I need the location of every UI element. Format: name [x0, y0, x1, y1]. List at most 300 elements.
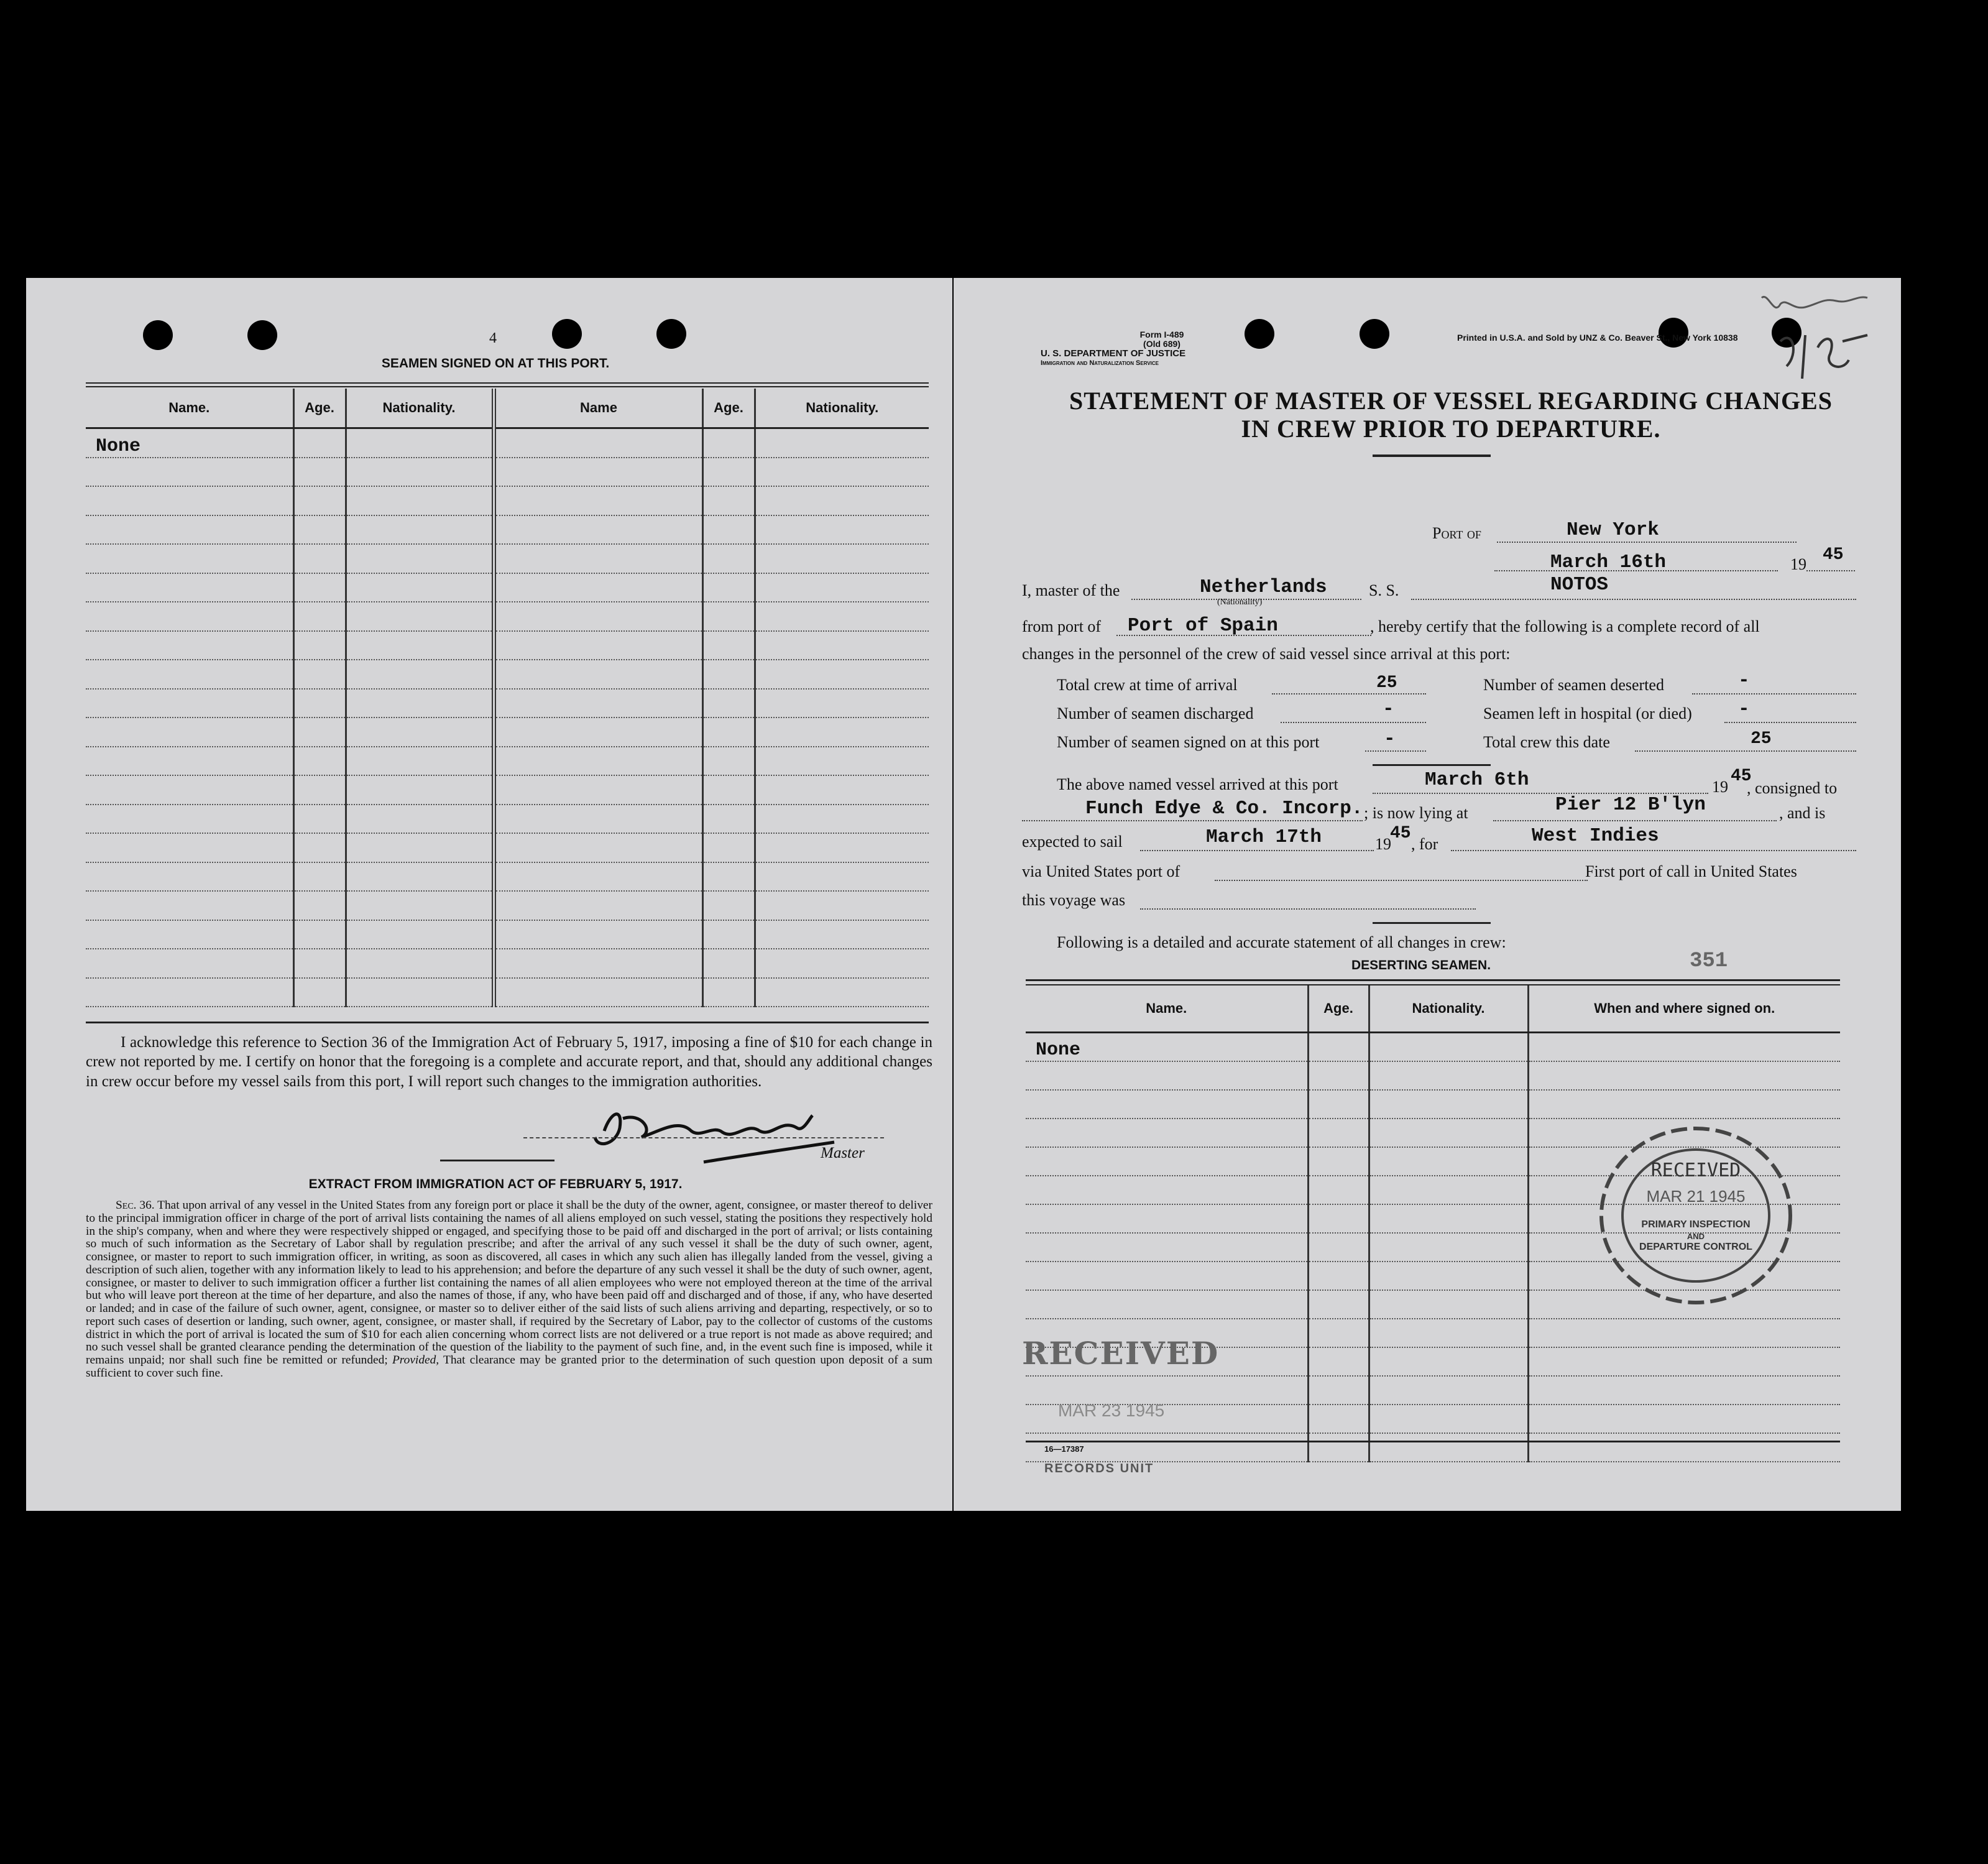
table-cell: [755, 920, 929, 949]
extract-section: Sec. 36.: [116, 1199, 155, 1212]
table-cell: [494, 631, 702, 660]
table-cell: [86, 689, 293, 718]
arrived-year: 45: [1731, 767, 1752, 786]
extract-title: EXTRACT FROM IMMIGRATION ACT OF FEBRUARY 5, 1917.: [308, 1177, 683, 1191]
rule: [86, 382, 929, 384]
table-cell: [1026, 1176, 1308, 1204]
year-value: 45: [1823, 545, 1844, 565]
table-cell: [346, 920, 494, 949]
table-cell: [293, 862, 346, 892]
table-row: [1026, 1061, 1840, 1090]
total-crew-date-label: Total crew this date: [1483, 733, 1610, 751]
total-crew-arrival-label: Total crew at time of arrival: [1057, 676, 1238, 694]
table-cell: [702, 920, 755, 949]
table-cell: [755, 631, 929, 660]
rule: [1373, 922, 1491, 924]
table-cell: [702, 689, 755, 718]
table-row: [86, 544, 929, 573]
fill-line: [1272, 692, 1426, 694]
arrived-year-prefix: 19: [1712, 778, 1728, 796]
table-cell: [293, 602, 346, 631]
table-cell: [1369, 1347, 1528, 1376]
table-cell: [293, 920, 346, 949]
hospital-label: Seamen left in hospital (or died): [1483, 704, 1692, 722]
table-cell: [494, 544, 702, 573]
rule: [86, 386, 929, 387]
table-cell: [1308, 1061, 1369, 1090]
form-header: [1103, 330, 1221, 348]
fill-line: [1140, 907, 1476, 910]
table-cell: [1528, 1347, 1840, 1376]
round-inspection-stamp: [1596, 1122, 1795, 1309]
table-row: [86, 428, 929, 458]
table-cell: [293, 978, 346, 1007]
total-crew-arrival: 25: [1376, 673, 1397, 693]
voyage-label: this voyage was: [1022, 891, 1126, 909]
table-cell: [86, 515, 293, 545]
for-value: West Indies: [1532, 825, 1659, 847]
table-cell: [346, 717, 494, 747]
table-row: [86, 805, 929, 834]
deserted-value: -: [1738, 670, 1750, 691]
table-row: [86, 775, 929, 805]
and-is-label: , and is: [1779, 804, 1826, 822]
table-cell: [755, 458, 929, 487]
stamp-line-1: RECEIVED: [1650, 1160, 1741, 1181]
table-cell: [293, 689, 346, 718]
table-cell: [86, 920, 293, 949]
stamp-line-4: AND: [1687, 1232, 1705, 1241]
table-cell: [1308, 1405, 1369, 1433]
printer-line: Printed in U.S.A. and Sold by UNZ & Co. Beaver St., New York 10838: [1457, 333, 1738, 343]
col-nationality: Nationality.: [1369, 985, 1528, 1033]
table-cell: [346, 775, 494, 805]
punch-hole: [247, 320, 277, 350]
table-cell: [1528, 1319, 1840, 1347]
table-cell: [755, 660, 929, 689]
table-cell: [702, 949, 755, 978]
fill-line: [1635, 749, 1856, 752]
table-cell: [1369, 1262, 1528, 1290]
table-row: [1026, 1433, 1840, 1462]
table-cell: [755, 775, 929, 805]
first-entry: None: [1026, 1033, 1308, 1062]
hospital-value: -: [1738, 698, 1750, 720]
table-cell: [293, 631, 346, 660]
fill-line: [1365, 749, 1426, 752]
table-row: [86, 717, 929, 747]
table-cell: [293, 717, 346, 747]
table-cell: [346, 949, 494, 978]
master-label: I, master of the: [1022, 581, 1120, 599]
nationality-caption: (Nationality): [1217, 597, 1263, 607]
table-cell: [293, 573, 346, 602]
table-row: [86, 833, 929, 862]
table-cell: [293, 833, 346, 862]
col-age: Age.: [1308, 985, 1369, 1033]
table-cell: [1528, 1433, 1840, 1462]
table-cell: [494, 458, 702, 487]
table-cell: [1369, 1033, 1528, 1062]
fill-line: [1411, 597, 1856, 600]
consignee: Funch Edye & Co. Incorp.: [1085, 798, 1363, 819]
table-row: [86, 573, 929, 602]
table-cell: [1528, 1376, 1840, 1405]
table-cell: [346, 833, 494, 862]
fill-line: [1281, 721, 1426, 723]
table-row: [86, 949, 929, 978]
table-header-row: [86, 389, 929, 428]
rule: [1373, 454, 1491, 457]
table-cell: [346, 891, 494, 920]
signed-on-value: -: [1384, 728, 1396, 750]
table-cell: [1308, 1176, 1369, 1204]
certify-text-2: changes in the personnel of the crew of said vessel since arrival at this port:: [1022, 645, 1511, 663]
table-cell: [1026, 1147, 1308, 1176]
table-cell: [293, 544, 346, 573]
acknowledgement-text: I acknowledge this reference to Section 36 of the Immigration Act of February 5, 1917, imposing a fine of $10 for each change in crew not reported by me. I certify on honor that the foregoing is a complete and accurate report, and that, should any additional changes in crew occur before my vessel sails from this port, I will report such changes to the immigration authorities.: [86, 1034, 932, 1090]
table-cell: [1528, 1090, 1840, 1119]
table-cell: [346, 805, 494, 834]
table-cell: [293, 660, 346, 689]
title-line-2: IN CREW PRIOR TO DEPARTURE.: [1241, 414, 1661, 443]
table-cell: [755, 805, 929, 834]
punch-hole: [143, 320, 173, 350]
table-cell: [346, 458, 494, 487]
col-age-2: Age.: [702, 389, 755, 428]
table-cell: [494, 428, 702, 458]
table-cell: [755, 602, 929, 631]
table-row: [86, 631, 929, 660]
table-cell: [86, 458, 293, 487]
form-number: Form I-489: [1139, 330, 1184, 339]
table-cell: [1369, 1433, 1528, 1462]
year-prefix: 19: [1790, 555, 1806, 573]
table-cell: [494, 891, 702, 920]
col-name-2: Name: [494, 389, 702, 428]
table-cell: [86, 486, 293, 515]
table-cell: [293, 747, 346, 776]
table-row: [86, 689, 929, 718]
table-cell: [1026, 1262, 1308, 1290]
from-port-value: Port of Spain: [1128, 615, 1278, 637]
rule: [1026, 1441, 1840, 1442]
certify-text-1: , hereby certify that the following is a complete record of all: [1370, 617, 1760, 635]
table-cell: [346, 573, 494, 602]
table-cell: [346, 486, 494, 515]
table-cell: [86, 978, 293, 1007]
table-cell: [755, 949, 929, 978]
table-cell: [1308, 1319, 1369, 1347]
table-cell: [755, 862, 929, 892]
table-cell: [1026, 1119, 1308, 1147]
table-cell: [1308, 1090, 1369, 1119]
table-cell: [293, 891, 346, 920]
table-cell: [86, 747, 293, 776]
table-cell: [702, 747, 755, 776]
rule: [86, 1022, 929, 1023]
punch-hole: [552, 319, 582, 349]
table-cell: [1528, 1033, 1840, 1062]
table-cell: [86, 660, 293, 689]
table-cell: [86, 602, 293, 631]
fill-line: [1692, 692, 1856, 694]
table-cell: [755, 891, 929, 920]
table-cell: [1308, 1147, 1369, 1176]
table-cell: [86, 833, 293, 862]
table-cell: [293, 775, 346, 805]
table-cell: [494, 775, 702, 805]
table-cell: [702, 573, 755, 602]
punch-hole: [1360, 319, 1389, 349]
col-nationality: Nationality.: [346, 389, 494, 428]
table-cell: [293, 458, 346, 487]
table-cell: [346, 428, 494, 458]
first-port-label: First port of call in United States: [1585, 862, 1797, 880]
date-value: March 16th: [1550, 551, 1667, 573]
for-label: , for: [1411, 835, 1438, 853]
table-row: [1026, 1090, 1840, 1119]
table-cell: [346, 978, 494, 1007]
port-label: Port of: [1432, 524, 1481, 542]
table-row: [86, 660, 929, 689]
form-title: [1022, 387, 1880, 443]
page-number: 4: [489, 330, 497, 346]
form-old: (Old 689): [1143, 338, 1180, 349]
table-cell: [1308, 1262, 1369, 1290]
nationality-value: Netherlands: [1200, 576, 1327, 598]
table-cell: [1369, 1176, 1528, 1204]
discharged-label: Number of seamen discharged: [1057, 704, 1254, 722]
table-cell: [755, 833, 929, 862]
first-entry: None: [86, 428, 293, 458]
department-block: [1041, 349, 1277, 367]
table-cell: [702, 631, 755, 660]
deserting-title: DESERTING SEAMEN.: [1351, 958, 1491, 972]
table-cell: [755, 689, 929, 718]
signature-label: Master: [821, 1145, 865, 1161]
table-cell: [494, 660, 702, 689]
table-cell: [1369, 1233, 1528, 1262]
fill-line: [1215, 879, 1588, 881]
signed-on-table: [86, 389, 929, 1007]
table-cell: [86, 862, 293, 892]
deserted-label: Number of seamen deserted: [1483, 676, 1664, 694]
table-row: [86, 486, 929, 515]
table-cell: [1308, 1290, 1369, 1319]
extract-provided: Provided,: [392, 1354, 439, 1367]
table-header-row: [1026, 985, 1840, 1033]
table-cell: [702, 891, 755, 920]
fill-line: [1806, 569, 1855, 571]
table-cell: [346, 631, 494, 660]
title-line-1: STATEMENT OF MASTER OF VESSEL REGARDING CHANGES: [1069, 387, 1833, 415]
from-port-label: from port of: [1022, 617, 1102, 635]
table-cell: [346, 660, 494, 689]
table-row: [86, 515, 929, 545]
table-cell: [702, 544, 755, 573]
records-unit-stamp: RECORDS UNIT: [1044, 1462, 1154, 1475]
table-cell: [755, 978, 929, 1007]
table-cell: [702, 717, 755, 747]
table-cell: [702, 428, 755, 458]
ship-name: NOTOS: [1550, 574, 1609, 596]
table-cell: [293, 515, 346, 545]
expected-year-prefix: 19: [1375, 835, 1391, 853]
service: Immigration and Naturalization Service: [1041, 359, 1159, 367]
table-cell: [494, 602, 702, 631]
via-label: via United States port of: [1022, 862, 1180, 880]
table-cell: [1308, 1433, 1369, 1462]
table-cell: [1308, 1376, 1369, 1405]
table-cell: [1369, 1405, 1528, 1433]
table-cell: [1026, 1090, 1308, 1119]
following-text: Following is a detailed and accurate statement of all changes in crew:: [1057, 933, 1506, 951]
table-row: [86, 747, 929, 776]
table-cell: [494, 978, 702, 1007]
table-cell: [494, 486, 702, 515]
table-cell: [755, 747, 929, 776]
signature-line: [523, 1137, 884, 1138]
consigned-label: , consigned to: [1747, 779, 1838, 797]
fill-line: [1493, 819, 1777, 821]
table-cell: [494, 920, 702, 949]
expected-label: expected to sail: [1022, 833, 1123, 851]
table-cell: [1369, 1319, 1528, 1347]
table-cell: [702, 833, 755, 862]
rule: [440, 1160, 555, 1161]
table-cell: [1528, 1405, 1840, 1433]
faint-number: 351: [1690, 949, 1728, 973]
table-cell: [494, 717, 702, 747]
discharged-value: -: [1383, 698, 1394, 720]
table-cell: [1026, 1204, 1308, 1233]
table-cell: [702, 602, 755, 631]
total-crew-date: 25: [1751, 729, 1772, 749]
table-cell: [494, 573, 702, 602]
table-cell: [755, 544, 929, 573]
fill-line: [1724, 721, 1856, 723]
table-cell: [1369, 1061, 1528, 1090]
table-cell: [1308, 1204, 1369, 1233]
left-page: [26, 278, 952, 1511]
table-cell: [494, 515, 702, 545]
right-page: [954, 278, 1901, 1511]
fill-line: [1140, 849, 1374, 851]
table-cell: [86, 775, 293, 805]
table-cell: [1026, 1061, 1308, 1090]
table-cell: [702, 978, 755, 1007]
master-signature: [536, 1094, 859, 1168]
table-cell: [494, 833, 702, 862]
table-cell: [755, 486, 929, 515]
table-cell: [1369, 1090, 1528, 1119]
table-cell: [494, 862, 702, 892]
table-cell: [293, 805, 346, 834]
table-cell: [755, 515, 929, 545]
lying-label: ; is now lying at: [1364, 804, 1468, 822]
table-cell: [702, 805, 755, 834]
table-cell: [1026, 1290, 1308, 1319]
table-cell: [1026, 1233, 1308, 1262]
table-cell: [86, 544, 293, 573]
extract-end: That clearance may be granted prior to the determination of such question upon deposit of a sum sufficient to cover such fine.: [86, 1354, 932, 1380]
section-title: SEAMEN SIGNED ON AT THIS PORT.: [381, 356, 610, 371]
table-cell: [494, 805, 702, 834]
department: U. S. DEPARTMENT OF JUSTICE: [1041, 348, 1186, 359]
table-row: [86, 920, 929, 949]
table-cell: [1369, 1376, 1528, 1405]
fill-line: [1451, 849, 1856, 851]
table-cell: [346, 689, 494, 718]
table-row: [86, 862, 929, 892]
table-cell: [1369, 1147, 1528, 1176]
table-cell: [494, 689, 702, 718]
table-cell: [346, 544, 494, 573]
table-cell: [346, 602, 494, 631]
received-stamp-date: MAR 23 1945: [1058, 1401, 1165, 1420]
table-row: [86, 602, 929, 631]
table-row: [86, 978, 929, 1007]
table-cell: [702, 775, 755, 805]
table-cell: [702, 486, 755, 515]
table-cell: [1308, 1347, 1369, 1376]
table-cell: [346, 747, 494, 776]
footer-code: 16—17387: [1044, 1444, 1084, 1454]
table-row: [86, 458, 929, 487]
rule: [1373, 764, 1491, 766]
table-cell: [293, 949, 346, 978]
punch-hole: [656, 319, 686, 349]
col-when-where: When and where signed on.: [1528, 985, 1840, 1033]
table-cell: [755, 717, 929, 747]
extract-body: That upon arrival of any vessel in the United States from any foreign port or place it shall be the duty of the owner, agent, consignee, or master thereof to deliver to the principal immigration officer in charge of the port of arrival lists containing the names of all aliens employed on such vessel, stating the positions they respectively hold in the ship's company, when and where they were respectively shipped or engaged, and specifying those to be paid off and discharged in the port of arrival; or lists containing so much of such information as the Secretary of Labor shall by regulation prescribe; and after the arrival of any such vessel it shall be the duty of such owner, agent, consignee, or master to report to such immigration officer, in writing, as soon as discovered, all cases in which any such alien has illegally landed from the vessel, giving a description of such alien, together with any information likely to lead to his apprehension; and before the departure of any such vessel it shall be the duty of such owner, agent, consignee, or master to deliver to such immigration officer a further list containing the names of all alien employees who were not employed thereon at the time of the arrival but who will leave port thereon at the time of her departure, and also the names of those, if any, who have been paid off and discharged and of those, if any, who have deserted or landed; and in case of the failure of such owner, agent, consignee, or master so to deliver either of the said lists of such aliens arriving and departing, respectively, or so to report such cases of desertion or landing, such owner, agent, consignee, or master shall, if required by the Secretary of Labor, pay to the collector of customs of the customs district in which the port of arrival is located the sum of $10 for each alien concerning whom correct lists are not delivered or a true report is not made as above required; and no such vessel shall be granted clearance pending the determination of the question of the liability to the payment of such fine, and, in the event such fine is imposed, while it remains unpaid; nor shall such fine be remitted or refunded;: [86, 1199, 932, 1367]
table-cell: [86, 805, 293, 834]
received-stamp: RECEIVED: [1022, 1335, 1220, 1372]
table-cell: [1308, 1119, 1369, 1147]
table-cell: [1528, 1061, 1840, 1090]
signed-on-label: Number of seamen signed on at this port: [1057, 733, 1320, 751]
table-row: [1026, 1033, 1840, 1062]
table-cell: [494, 949, 702, 978]
col-name: Name.: [86, 389, 293, 428]
table-cell: [702, 862, 755, 892]
col-age: Age.: [293, 389, 346, 428]
table-cell: [702, 515, 755, 545]
port-value: New York: [1567, 519, 1659, 541]
table-cell: [293, 486, 346, 515]
table-cell: [1369, 1119, 1528, 1147]
expected-year: 45: [1390, 824, 1411, 843]
extract-text: [86, 1199, 932, 1380]
table-cell: [1308, 1233, 1369, 1262]
table-cell: [346, 862, 494, 892]
expected-value: March 17th: [1206, 826, 1322, 848]
table-cell: [702, 660, 755, 689]
stamp-line-3: PRIMARY INSPECTION: [1641, 1219, 1751, 1230]
table-cell: [293, 428, 346, 458]
table-row: [86, 891, 929, 920]
punch-hole: [1245, 319, 1274, 349]
table-cell: [755, 573, 929, 602]
table-cell: [702, 458, 755, 487]
arrived-label: The above named vessel arrived at this port: [1057, 775, 1338, 793]
stamp-line-2: MAR 21 1945: [1646, 1187, 1746, 1206]
rule: [1026, 979, 1840, 981]
col-name: Name.: [1026, 985, 1308, 1033]
col-nationality-2: Nationality.: [755, 389, 929, 428]
ss-label: S. S.: [1369, 581, 1399, 599]
